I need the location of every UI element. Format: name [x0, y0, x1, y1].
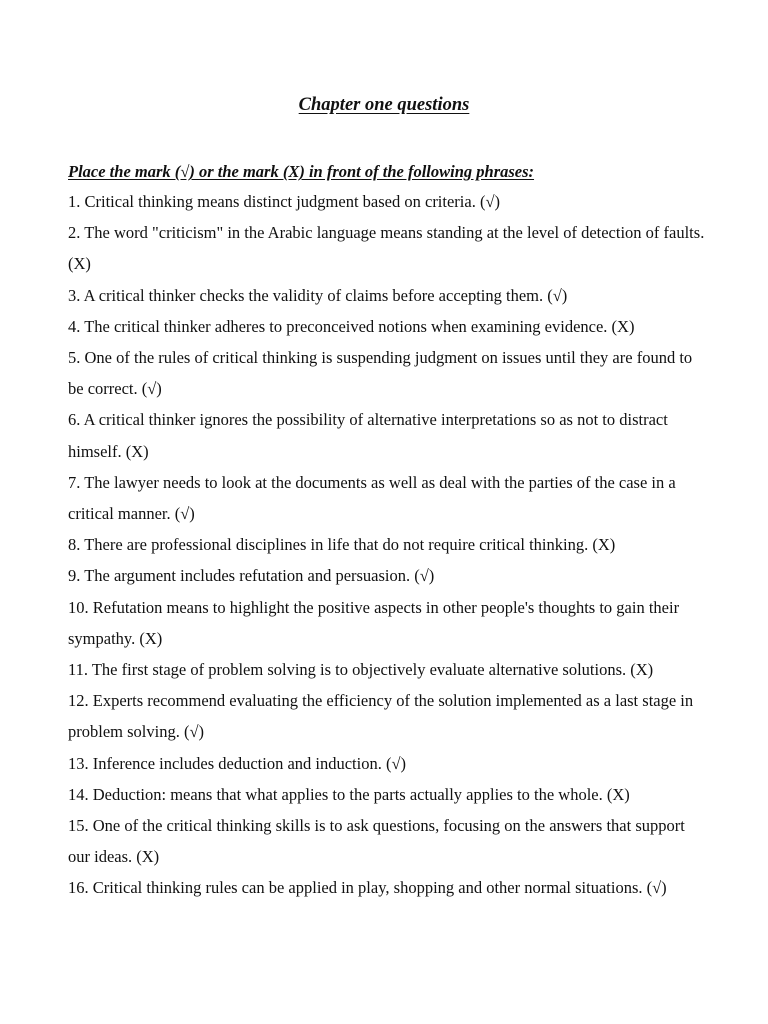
question-item: 11. The first stage of problem solving is to objectively evaluate alternative solutions. (X): [68, 660, 654, 680]
question-item: 10. Refutation means to highlight the positive aspects in other people's thoughts to gain their sympathy. (X): [68, 597, 680, 648]
question-item: 7. The lawyer needs to look at the documents as well as deal with the parties of the case in a critical manner. (√): [68, 472, 676, 524]
question-item: 6. A critical thinker ignores the possibility of alternative interpretations so as not to distract himself. (X): [68, 410, 668, 461]
question-item: 2. The word "criticism" in the Arabic language means standing at the level of detection of faults. (X): [68, 223, 705, 274]
question-item: 14. Deduction: means that what applies to the parts actually applies to the whole. (X): [68, 784, 630, 804]
question-item: 13. Inference includes deduction and induction. (√): [68, 753, 407, 773]
page-title: Chapter one questions: [298, 95, 470, 115]
question-item: 1. Critical thinking means distinct judgment based on criteria. (√): [68, 192, 500, 211]
question-item: 9. The argument includes refutation and persuasion. (√): [68, 566, 435, 586]
question-item: 3. A critical thinker checks the validity of claims before accepting them. (√): [68, 285, 568, 305]
question-item: 4. The critical thinker adheres to preconceived notions when examining evidence. (X): [68, 316, 635, 336]
question-list: [68, 186, 708, 904]
question-item: 16. Critical thinking rules can be applied in play, shopping and other normal situations. (√): [68, 878, 667, 898]
question-item: 12. Experts recommend evaluating the efficiency of the solution implemented as a last stage in problem solving. (√): [68, 691, 694, 742]
question-item: 15. One of the critical thinking skills is to ask questions, focusing on the answers that support our ideas. (X): [68, 816, 685, 867]
instruction-heading: Place the mark (√) or the mark (X) in front of the following phrases:: [68, 162, 535, 181]
question-item: 8. There are professional disciplines in life that do not require critical thinking. (X): [68, 535, 616, 555]
question-item: 5. One of the rules of critical thinking is suspending judgment on issues until they are found to be correct. (√): [68, 348, 693, 399]
